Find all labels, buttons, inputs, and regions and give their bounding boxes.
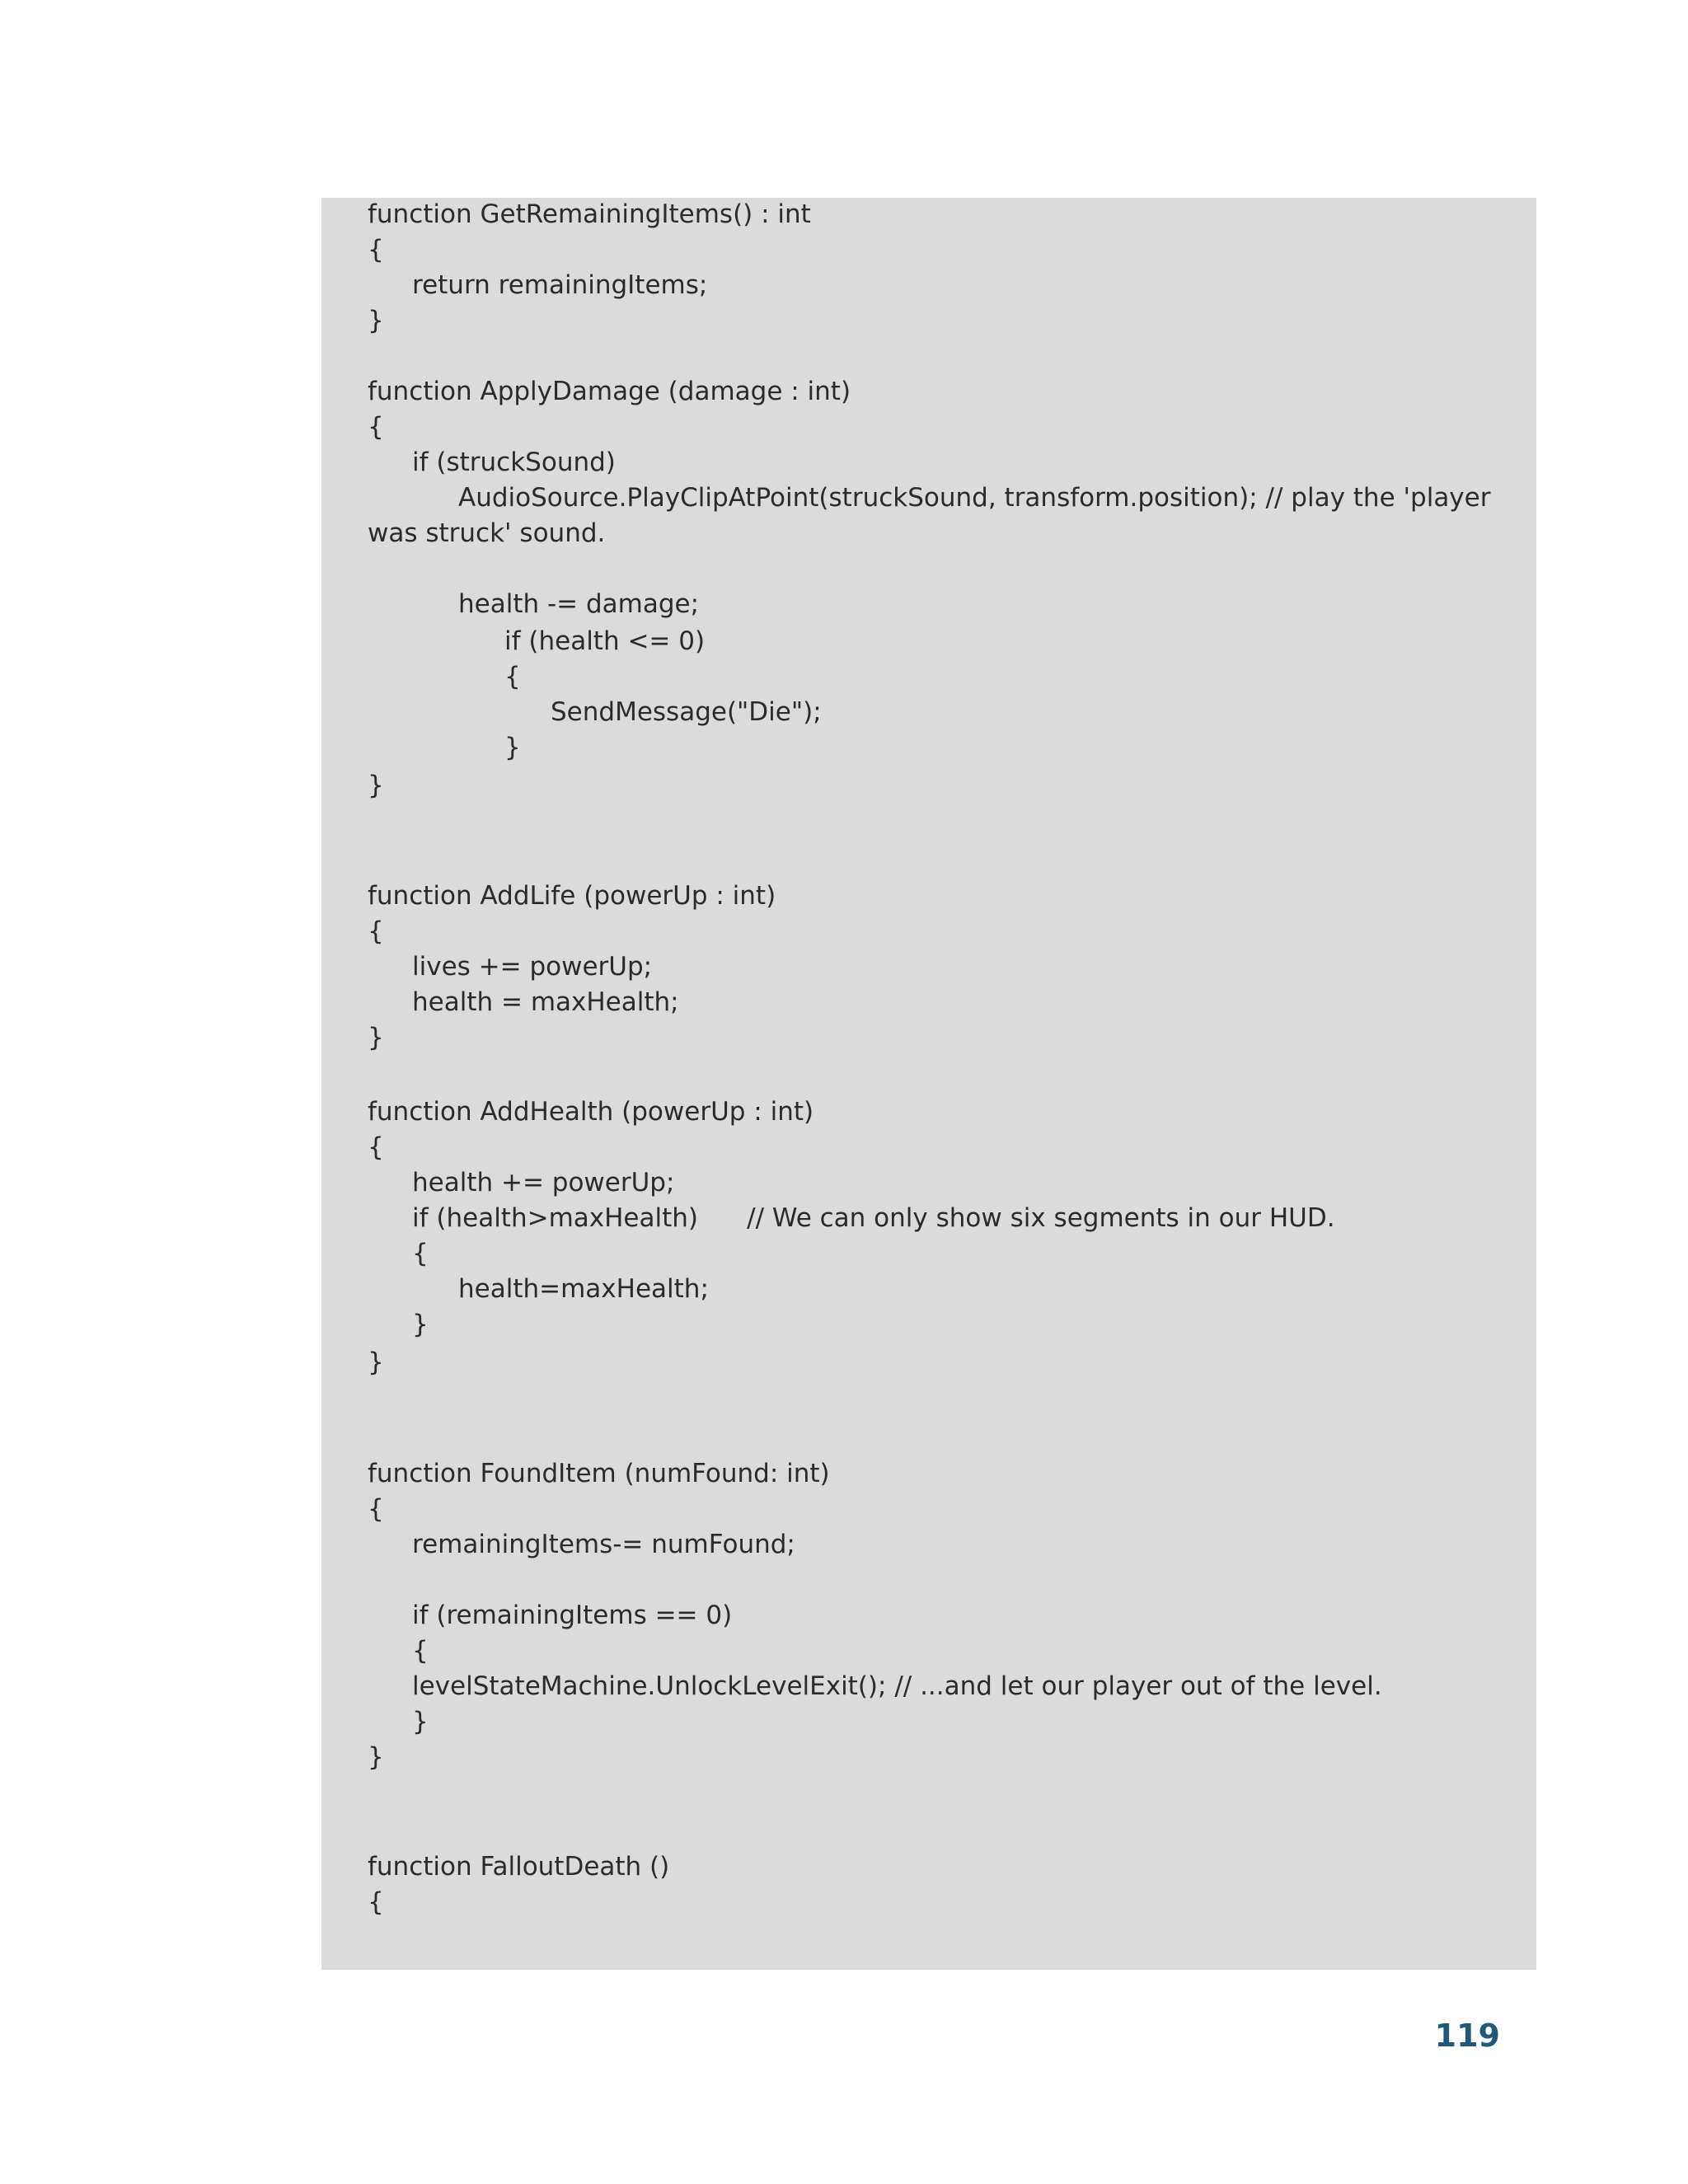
code-line: }: [368, 306, 384, 335]
code-line: {: [504, 662, 521, 691]
code-line: {: [368, 235, 384, 265]
code-line: function ApplyDamage (damage : int): [368, 377, 851, 406]
code-line: }: [368, 1347, 384, 1377]
code-line: if (remainingItems == 0): [412, 1601, 733, 1630]
code-line: }: [368, 771, 384, 800]
page-number: 119: [1434, 2018, 1500, 2054]
code-line: {: [368, 1887, 384, 1917]
code-line: if (struckSound): [412, 448, 616, 477]
code-line: }: [412, 1310, 429, 1339]
code-line: {: [368, 916, 384, 946]
code-line: }: [504, 733, 521, 762]
code-line: AudioSource.PlayClipAtPoint(struckSound, transform.position); // play the 'player: [458, 483, 1491, 513]
code-line: if (health <= 0): [504, 626, 706, 656]
code-line: lives += powerUp;: [412, 952, 653, 982]
code-line: return remainingItems;: [412, 270, 708, 300]
code-line: }: [412, 1707, 429, 1736]
code-line: health += powerUp;: [412, 1168, 675, 1197]
code-line: if (health>maxHealth) // We can only show six segments in our HUD.: [412, 1203, 1335, 1233]
code-line: function AddLife (powerUp : int): [368, 881, 776, 911]
code-line: was struck' sound.: [368, 518, 606, 548]
code-line: {: [368, 1132, 384, 1162]
code-line: {: [368, 412, 384, 442]
code-line: SendMessage("Die");: [551, 697, 822, 727]
code-line: {: [412, 1636, 429, 1666]
code-line: {: [368, 1494, 384, 1524]
code-line: function FoundItem (numFound: int): [368, 1459, 830, 1488]
code-line: function FalloutDeath (): [368, 1852, 670, 1882]
code-line: health -= damage;: [458, 589, 700, 619]
code-line: remainingItems-= numFound;: [412, 1530, 795, 1559]
code-listing: [321, 198, 1536, 1970]
code-line: health = maxHealth;: [412, 987, 679, 1017]
code-line: function AddHealth (powerUp : int): [368, 1097, 814, 1127]
code-line: {: [412, 1239, 429, 1268]
code-line: health=maxHealth;: [458, 1274, 709, 1304]
code-line: function GetRemainingItems() : int: [368, 199, 811, 229]
code-line: }: [368, 1742, 384, 1772]
code-line: }: [368, 1023, 384, 1052]
code-line: levelStateMachine.UnlockLevelExit(); // ...and let our player out of the level.: [412, 1671, 1382, 1701]
